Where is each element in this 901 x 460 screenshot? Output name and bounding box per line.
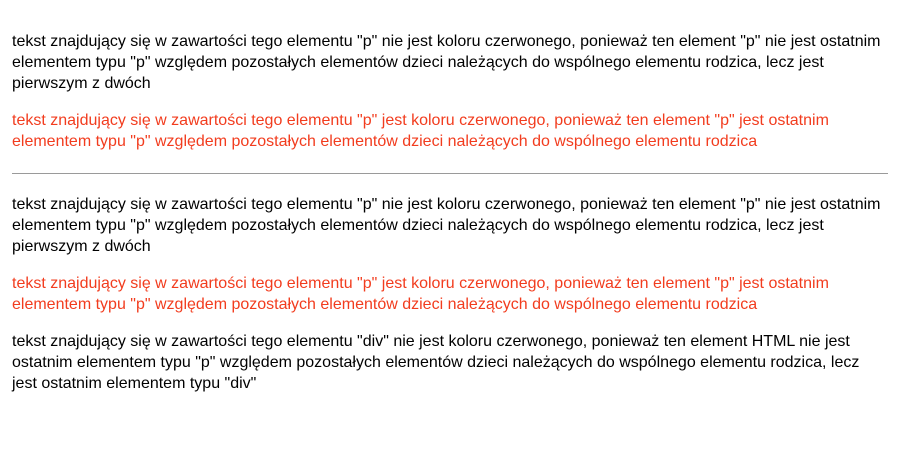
paragraph-first-p: tekst znajdujący się w zawartości tego elementu "p" nie jest koloru czerwonego, ponieważ ten element "p" nie jest ostatnim elementem typu "p" względem pozostałych elementów dzieci należących do wspólnego elementu rodzica, lecz jest pierwszym z dwóch: [12, 33, 881, 92]
horizontal-divider: [12, 173, 888, 174]
section-2: [12, 194, 901, 394]
paragraph-last-p-highlighted: tekst znajdujący się w zawartości tego elementu "p" jest koloru czerwonego, ponieważ ten element "p" jest ostatnim elementem typu "p" względem pozostałych elementów dzieci należących do wspólnego elementu rodzica: [12, 112, 829, 150]
div-element-text: tekst znajdujący się w zawartości tego elementu "div" nie jest koloru czerwonego, ponieważ ten element HTML nie jest ostatnim elementem typu "p" względem pozostałych elementów dzieci należących do wspólnego elementu rodzica, lecz jest ostatnim elementem typu "div": [12, 333, 860, 392]
paragraph-first-p: tekst znajdujący się w zawartości tego elementu "p" nie jest koloru czerwonego, ponieważ ten element "p" nie jest ostatnim elementem typu "p" względem pozostałych elementów dzieci należących do wspólnego elementu rodzica, lecz jest pierwszym z dwóch: [12, 196, 881, 255]
section-1: [12, 31, 901, 152]
paragraph-last-p-highlighted: tekst znajdujący się w zawartości tego elementu "p" jest koloru czerwonego, ponieważ ten element "p" jest ostatnim elementem typu "p" względem pozostałych elementów dzieci należących do wspólnego elementu rodzica: [12, 275, 829, 313]
